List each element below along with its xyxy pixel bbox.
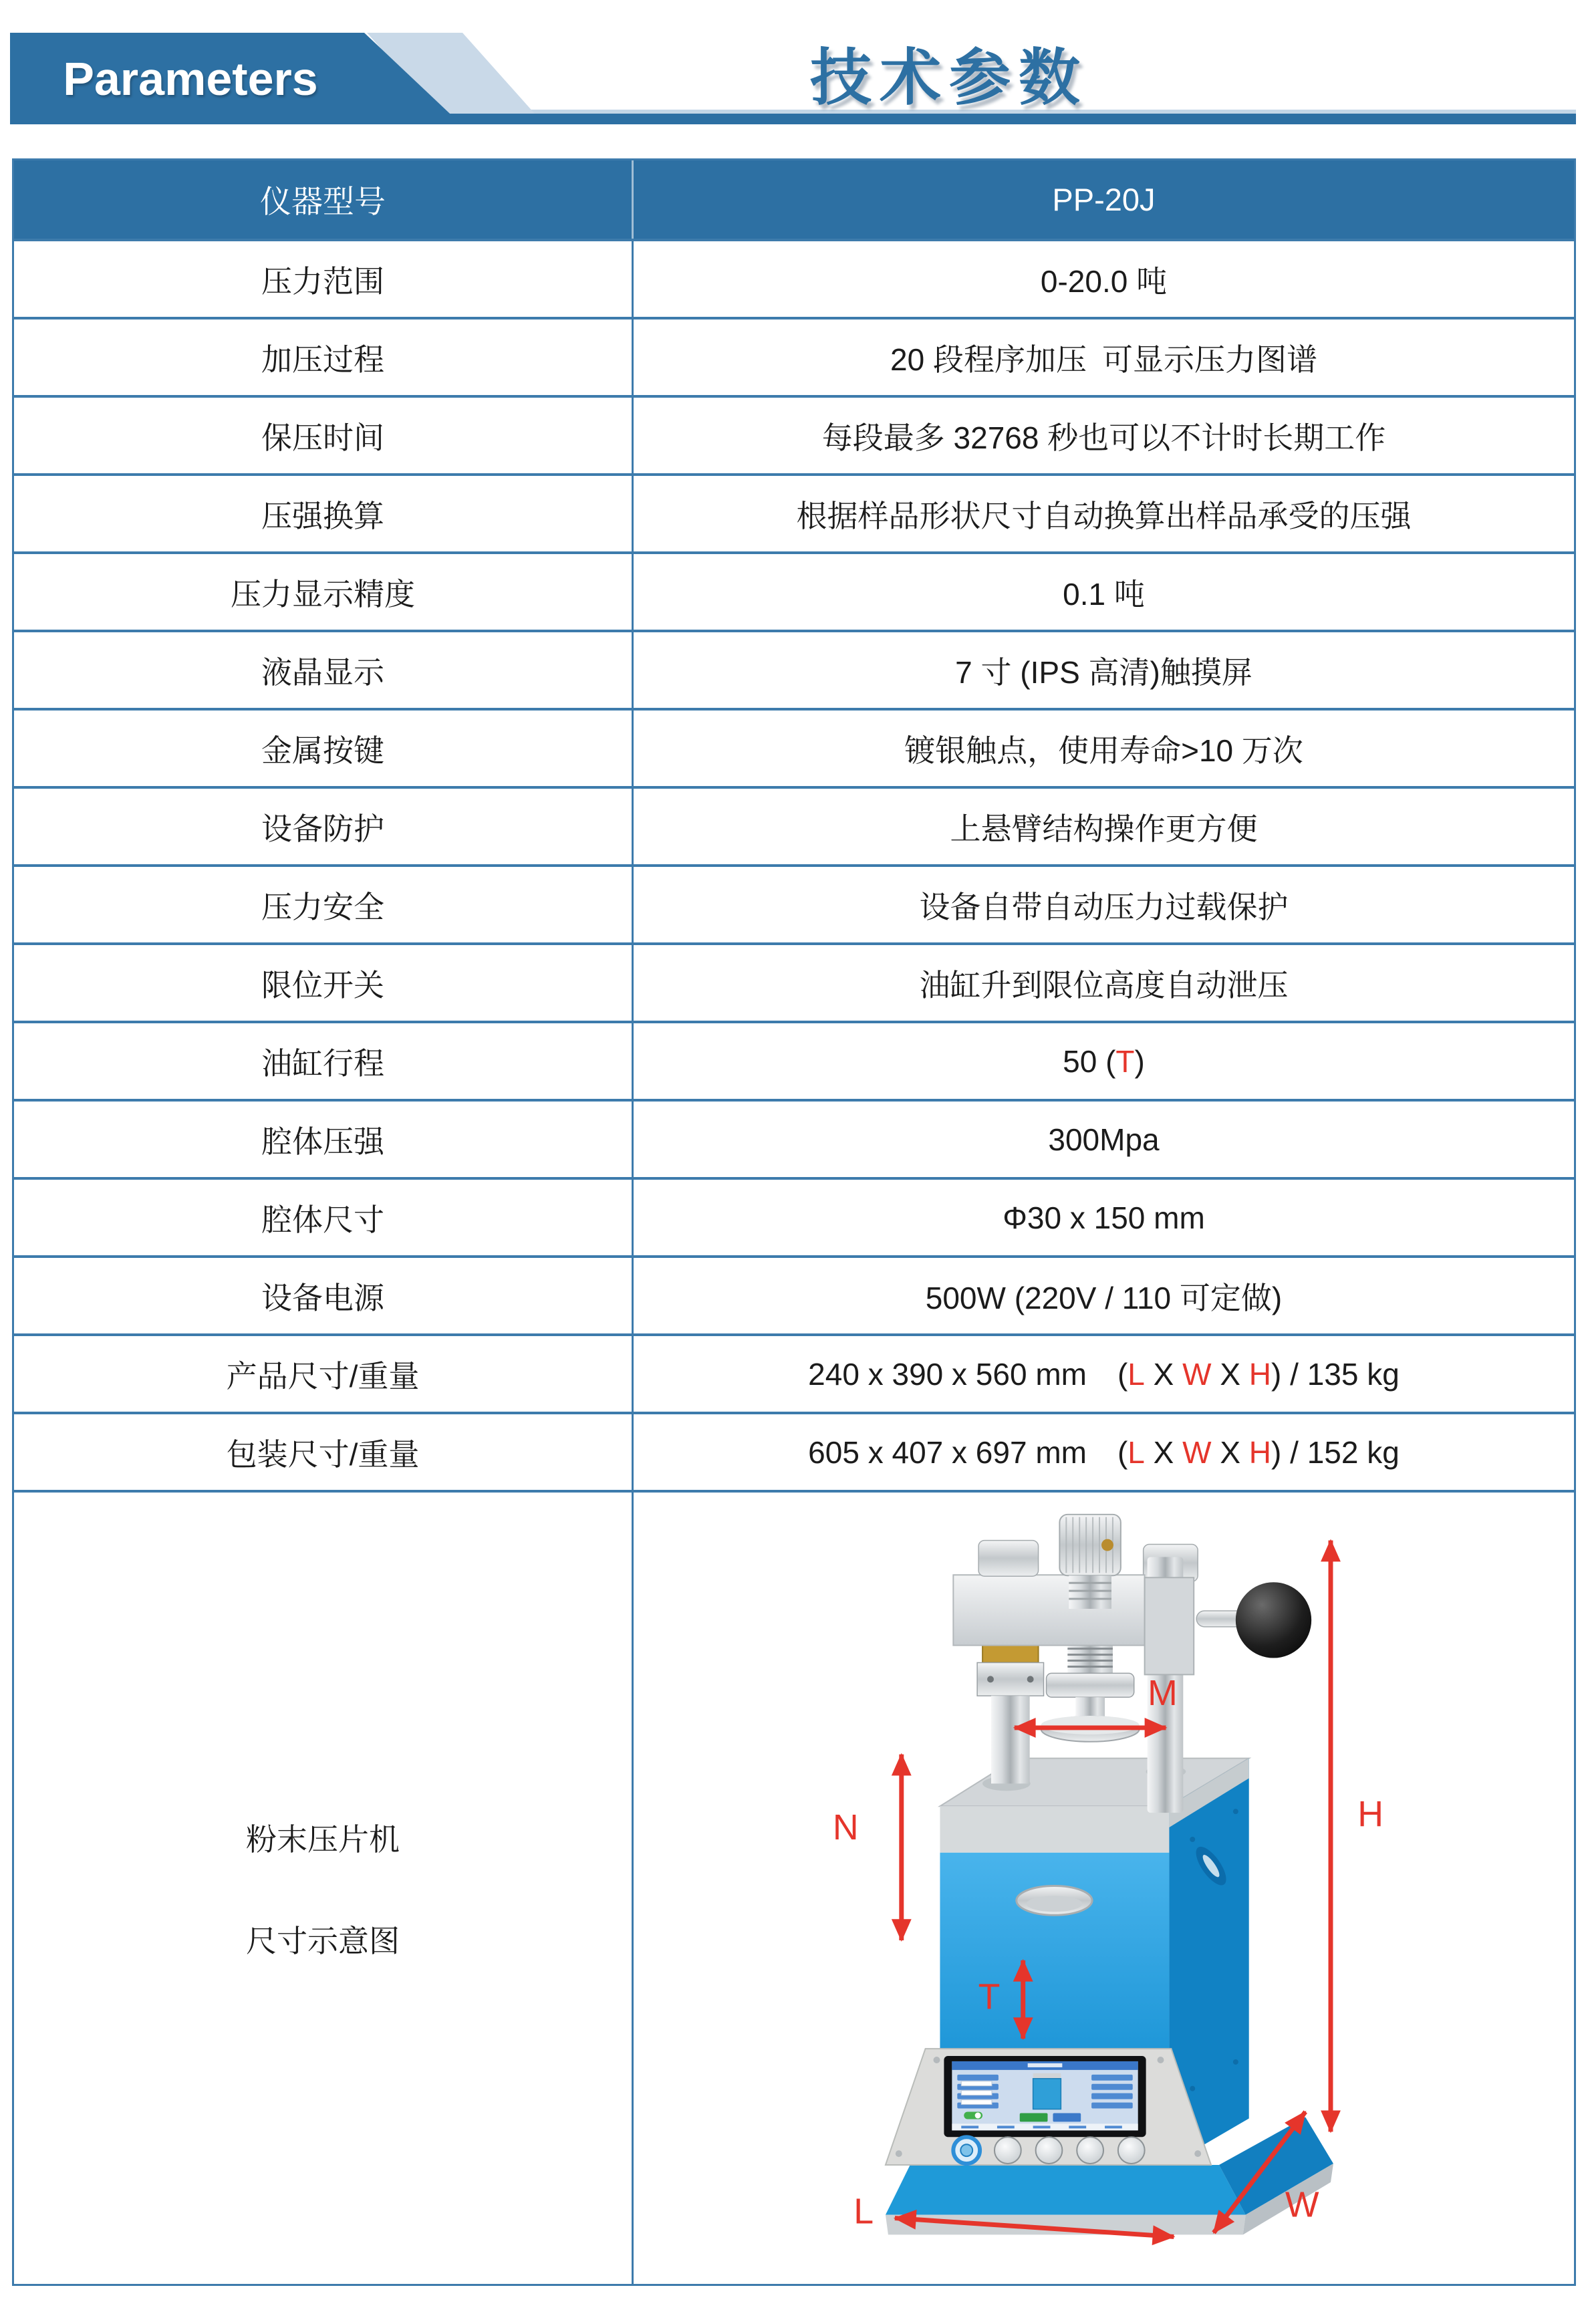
row-value: 50 ( T ) [1063,1043,1145,1079]
machine-diagram-cell [634,1493,1574,2284]
table-row [14,1333,1574,1412]
banner-tag-label: Parameters [63,52,318,105]
table-row [14,1177,1574,1255]
page-title: 技术参数 [809,44,1088,112]
dim-label-T: T [978,1976,1001,2017]
image-row-label-line2: 尺寸示意图 [246,1924,400,1958]
panel-screw [1158,2057,1164,2063]
knob-neck [1069,1575,1111,1609]
table-row [14,473,1574,551]
row-value: 300Mpa [1048,1122,1160,1157]
metal-button-3[interactable] [1077,2137,1103,2164]
screen-toggle-knob [975,2112,981,2118]
row-label: 压力安全 [14,867,634,942]
piston-cap [978,1540,1038,1576]
row-label: 产品尺寸/重量 [14,1336,634,1412]
row-label: 压强换算 [14,476,634,551]
header-value: PP-20J [1052,182,1156,217]
metal-button-2[interactable] [1036,2137,1063,2164]
row-value: 镀银触点，使用寿命>10 万次 [904,733,1303,768]
row-label: 设备电源 [14,1258,634,1333]
body-front-panel [940,1852,1169,2048]
table-row [14,239,1574,317]
row-value: 设备自带自动压力过载保护 [919,889,1289,924]
table-row [14,786,1574,864]
crossbar-right-block [1145,1577,1194,1674]
table-row [14,1255,1574,1333]
base-front [886,2165,1246,2215]
row-label: 压力范围 [14,241,634,317]
row-label: 保压时间 [14,398,634,473]
row-label: 腔体尺寸 [14,1180,634,1255]
press-flange-top [1041,1716,1140,1734]
row-value: 0-20.0 吨 [1040,263,1168,299]
crossbar [953,1575,1144,1645]
press-disc [1047,1673,1134,1697]
screen-green-button[interactable] [1020,2113,1048,2121]
header-label: 仪器型号 [14,160,634,239]
row-label: 油缸行程 [14,1023,634,1099]
row-value: 根据样品形状尺寸自动换算出样品承受的压强 [796,498,1412,533]
row-label: 设备防护 [14,789,634,864]
row-label: 加压过程 [14,319,634,395]
table-row [14,1099,1574,1177]
spec-table [12,158,1576,2286]
metal-button-4[interactable] [1118,2137,1145,2164]
row-label: 液晶显示 [14,632,634,708]
panel-screw [934,2057,940,2063]
side-screw [1233,1809,1238,1814]
table-row [14,551,1574,630]
table-row [14,1021,1574,1099]
screen-value-boxes [961,2081,992,2104]
dim-label-N: N [832,1807,859,1847]
metal-button-1[interactable] [995,2137,1021,2164]
piston-shaft [991,1696,1030,1783]
dim-label-H: H [1357,1793,1384,1834]
row-value: 240 x 390 x 560 mm ( L X W X H ) / 135 kg [808,1356,1400,1392]
machine-diagram [634,1494,1574,2283]
table-row [14,864,1574,942]
table-row [14,708,1574,786]
table-image-row [14,1490,1574,2284]
side-screw [1190,2085,1195,2091]
row-value: 605 x 407 x 697 mm ( L X W X H ) / 152 kg [808,1434,1400,1470]
row-value: 20 段程序加压 可显示压力图谱 [890,342,1317,377]
body-silver-band [940,1806,1169,1853]
dim-label-L: L [853,2191,874,2232]
screen-title-bar [1028,2063,1063,2067]
row-value: 0.1 吨 [1063,576,1145,612]
table-row [14,630,1574,708]
image-row-label-line1: 粉末压片机 [246,1822,400,1857]
table-row [14,1412,1574,1490]
row-label: 压力显示精度 [14,554,634,630]
panel-screw [896,2150,902,2157]
row-value: 7 寸 (IPS 高清)触摸屏 [955,654,1252,690]
side-screw [1233,2059,1238,2064]
table-header-row [14,160,1574,239]
panel-screw [1194,2150,1201,2157]
row-value: 500W (220V / 110 可定做) [925,1280,1283,1315]
table-row [14,942,1574,1021]
door-handle-inner [1027,1896,1083,1912]
collar-screw [1027,1676,1034,1682]
row-value: Φ30 x 150 mm [1003,1200,1205,1235]
side-screw [1190,1836,1195,1841]
knob-brass-hole [1101,1539,1113,1551]
dim-label-M: M [1148,1672,1178,1713]
table-row [14,395,1574,473]
handle-ball[interactable] [1236,1582,1311,1658]
row-label: 包装尺寸/重量 [14,1414,634,1490]
row-label: 腔体压强 [14,1102,634,1177]
screen-mini-machine-top [1033,2073,1061,2078]
row-value: 每段最多 32768 秒也可以不计时长期工作 [821,420,1386,455]
dim-label-W: W [1285,2184,1319,2225]
brass-ring [982,1644,1039,1662]
collar-screw [987,1676,994,1682]
press-machine-illustration [886,1514,1333,2234]
screen-blue-button[interactable] [1053,2113,1081,2121]
power-button-core [960,2144,972,2156]
row-label: 限位开关 [14,945,634,1021]
image-row-label [14,1493,634,2284]
row-value: 油缸升到限位高度自动泄压 [919,967,1289,1003]
table-row [14,317,1574,395]
row-value: 上悬臂结构操作更方便 [950,811,1258,846]
screen-mini-machine [1033,2078,1061,2109]
row-label: 金属按键 [14,711,634,786]
